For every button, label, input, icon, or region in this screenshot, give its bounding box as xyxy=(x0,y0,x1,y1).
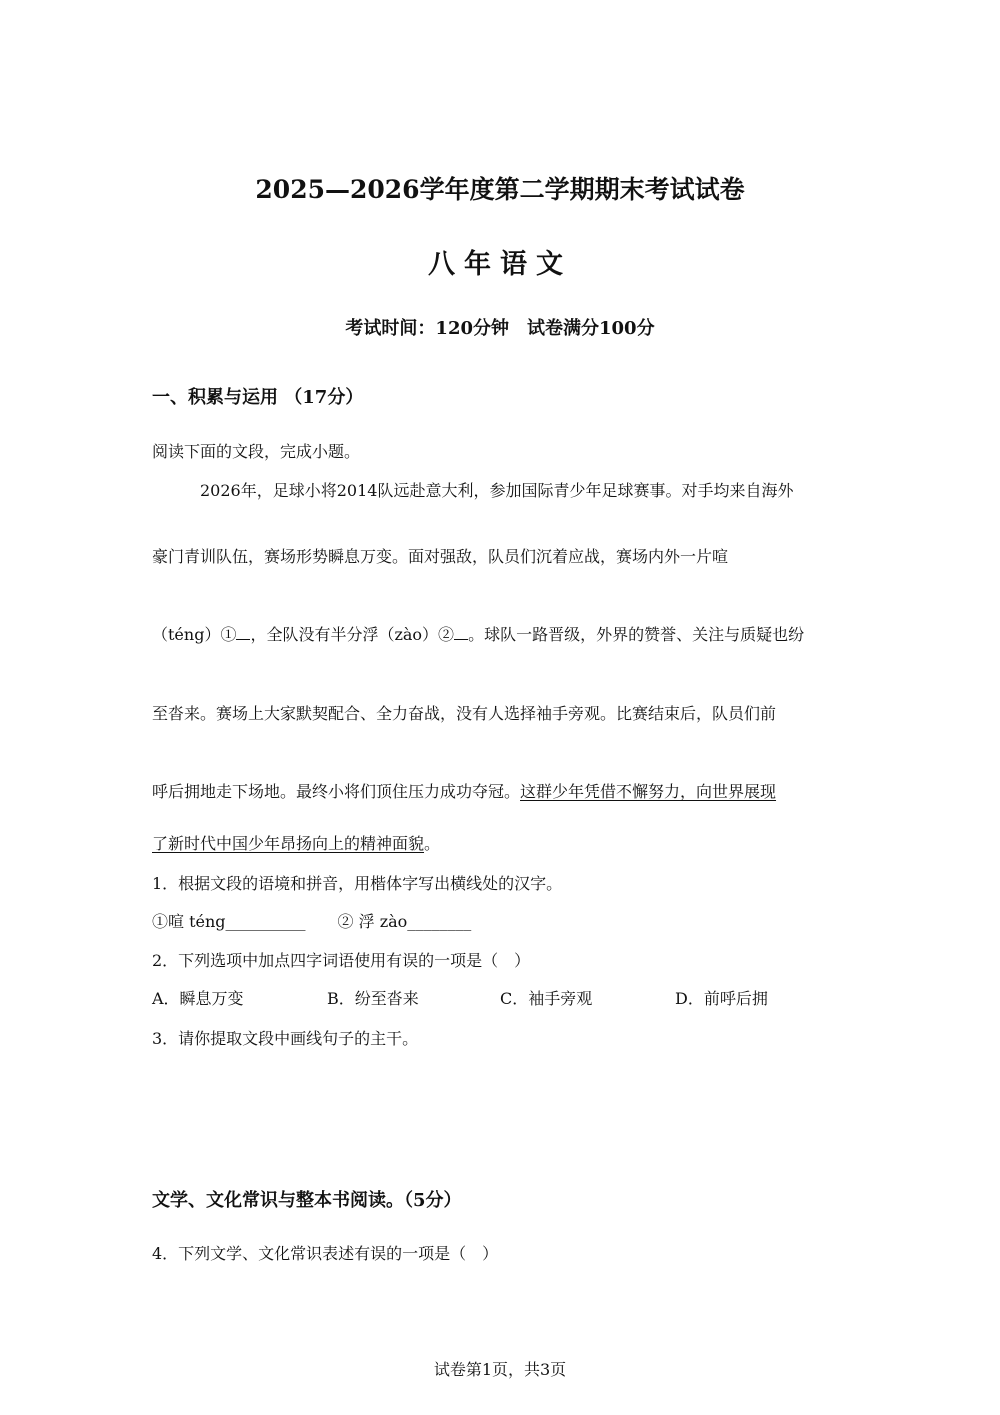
question-1: 1．根据文段的语境和拼音，用楷体字写出横线处的汉字。 xyxy=(152,874,563,893)
passage-text: 。球队一路晋级，外界的赞誉、关注与质疑也纷 xyxy=(468,625,805,644)
question-2: 2．下列选项中加点四字词语使用有误的一项是（ ） xyxy=(152,951,531,970)
exam-info: 考试时间：120分钟 试卷满分100分 xyxy=(345,318,655,339)
option-c: C．袖手旁观 xyxy=(500,989,593,1008)
passage-line xyxy=(152,622,852,645)
blank-2 xyxy=(454,627,468,640)
passage-line xyxy=(152,779,852,802)
underlined-sentence: 了新时代中国少年昂扬向上的精神面貌 xyxy=(152,834,425,853)
passage-line xyxy=(152,831,852,854)
section2-heading: 文学、文化常识与整本书阅读。（5分） xyxy=(152,1190,462,1211)
question-2-options xyxy=(152,986,852,1010)
passage-text: ，全队没有半分浮（zào）② xyxy=(250,625,455,644)
blank-1 xyxy=(236,627,250,640)
passage-text: （téng）① xyxy=(152,625,237,644)
option-b: B．纷至沓来 xyxy=(327,989,419,1008)
passage-line: 2026年，足球小将2014队远赴意大利，参加国际青少年足球赛事。对手均来自海外 xyxy=(200,481,794,500)
option-a: A．瞬息万变 xyxy=(152,989,244,1008)
question-4: 4．下列文学、文化常识表述有误的一项是（ ） xyxy=(152,1244,499,1263)
passage-line: 豪门青训队伍，赛场形势瞬息万变。面对强敌，队员们沉着应战，赛场内外一片喧 xyxy=(152,547,729,566)
underlined-sentence: 这群少年凭借不懈努力，向世界展现 xyxy=(520,782,777,801)
question-3: 3．请你提取文段中画线句子的主干。 xyxy=(152,1029,419,1048)
page-footer: 试卷第1页，共3页 xyxy=(433,1360,567,1379)
section1-instruction: 阅读下面的文段，完成小题。 xyxy=(152,442,361,461)
exam-title: 2025—2026学年度第二学期期末考试试卷 xyxy=(255,175,745,204)
passage-text: 呼后拥地走下场地。最终小将们顶住压力成功夺冠。 xyxy=(152,782,521,801)
exam-subtitle: 八年语文 xyxy=(428,249,572,280)
passage-line: 至沓来。赛场上大家默契配合、全力奋战，没有人选择袖手旁观。比赛结束后，队员们前 xyxy=(152,704,777,723)
question-1-blanks: ①喧 téng__________ ② 浮 zào________ xyxy=(152,912,472,931)
passage-text: 。 xyxy=(424,834,441,853)
option-d: D．前呼后拥 xyxy=(675,989,768,1008)
section1-heading: 一、积累与运用 （17分） xyxy=(152,387,364,408)
